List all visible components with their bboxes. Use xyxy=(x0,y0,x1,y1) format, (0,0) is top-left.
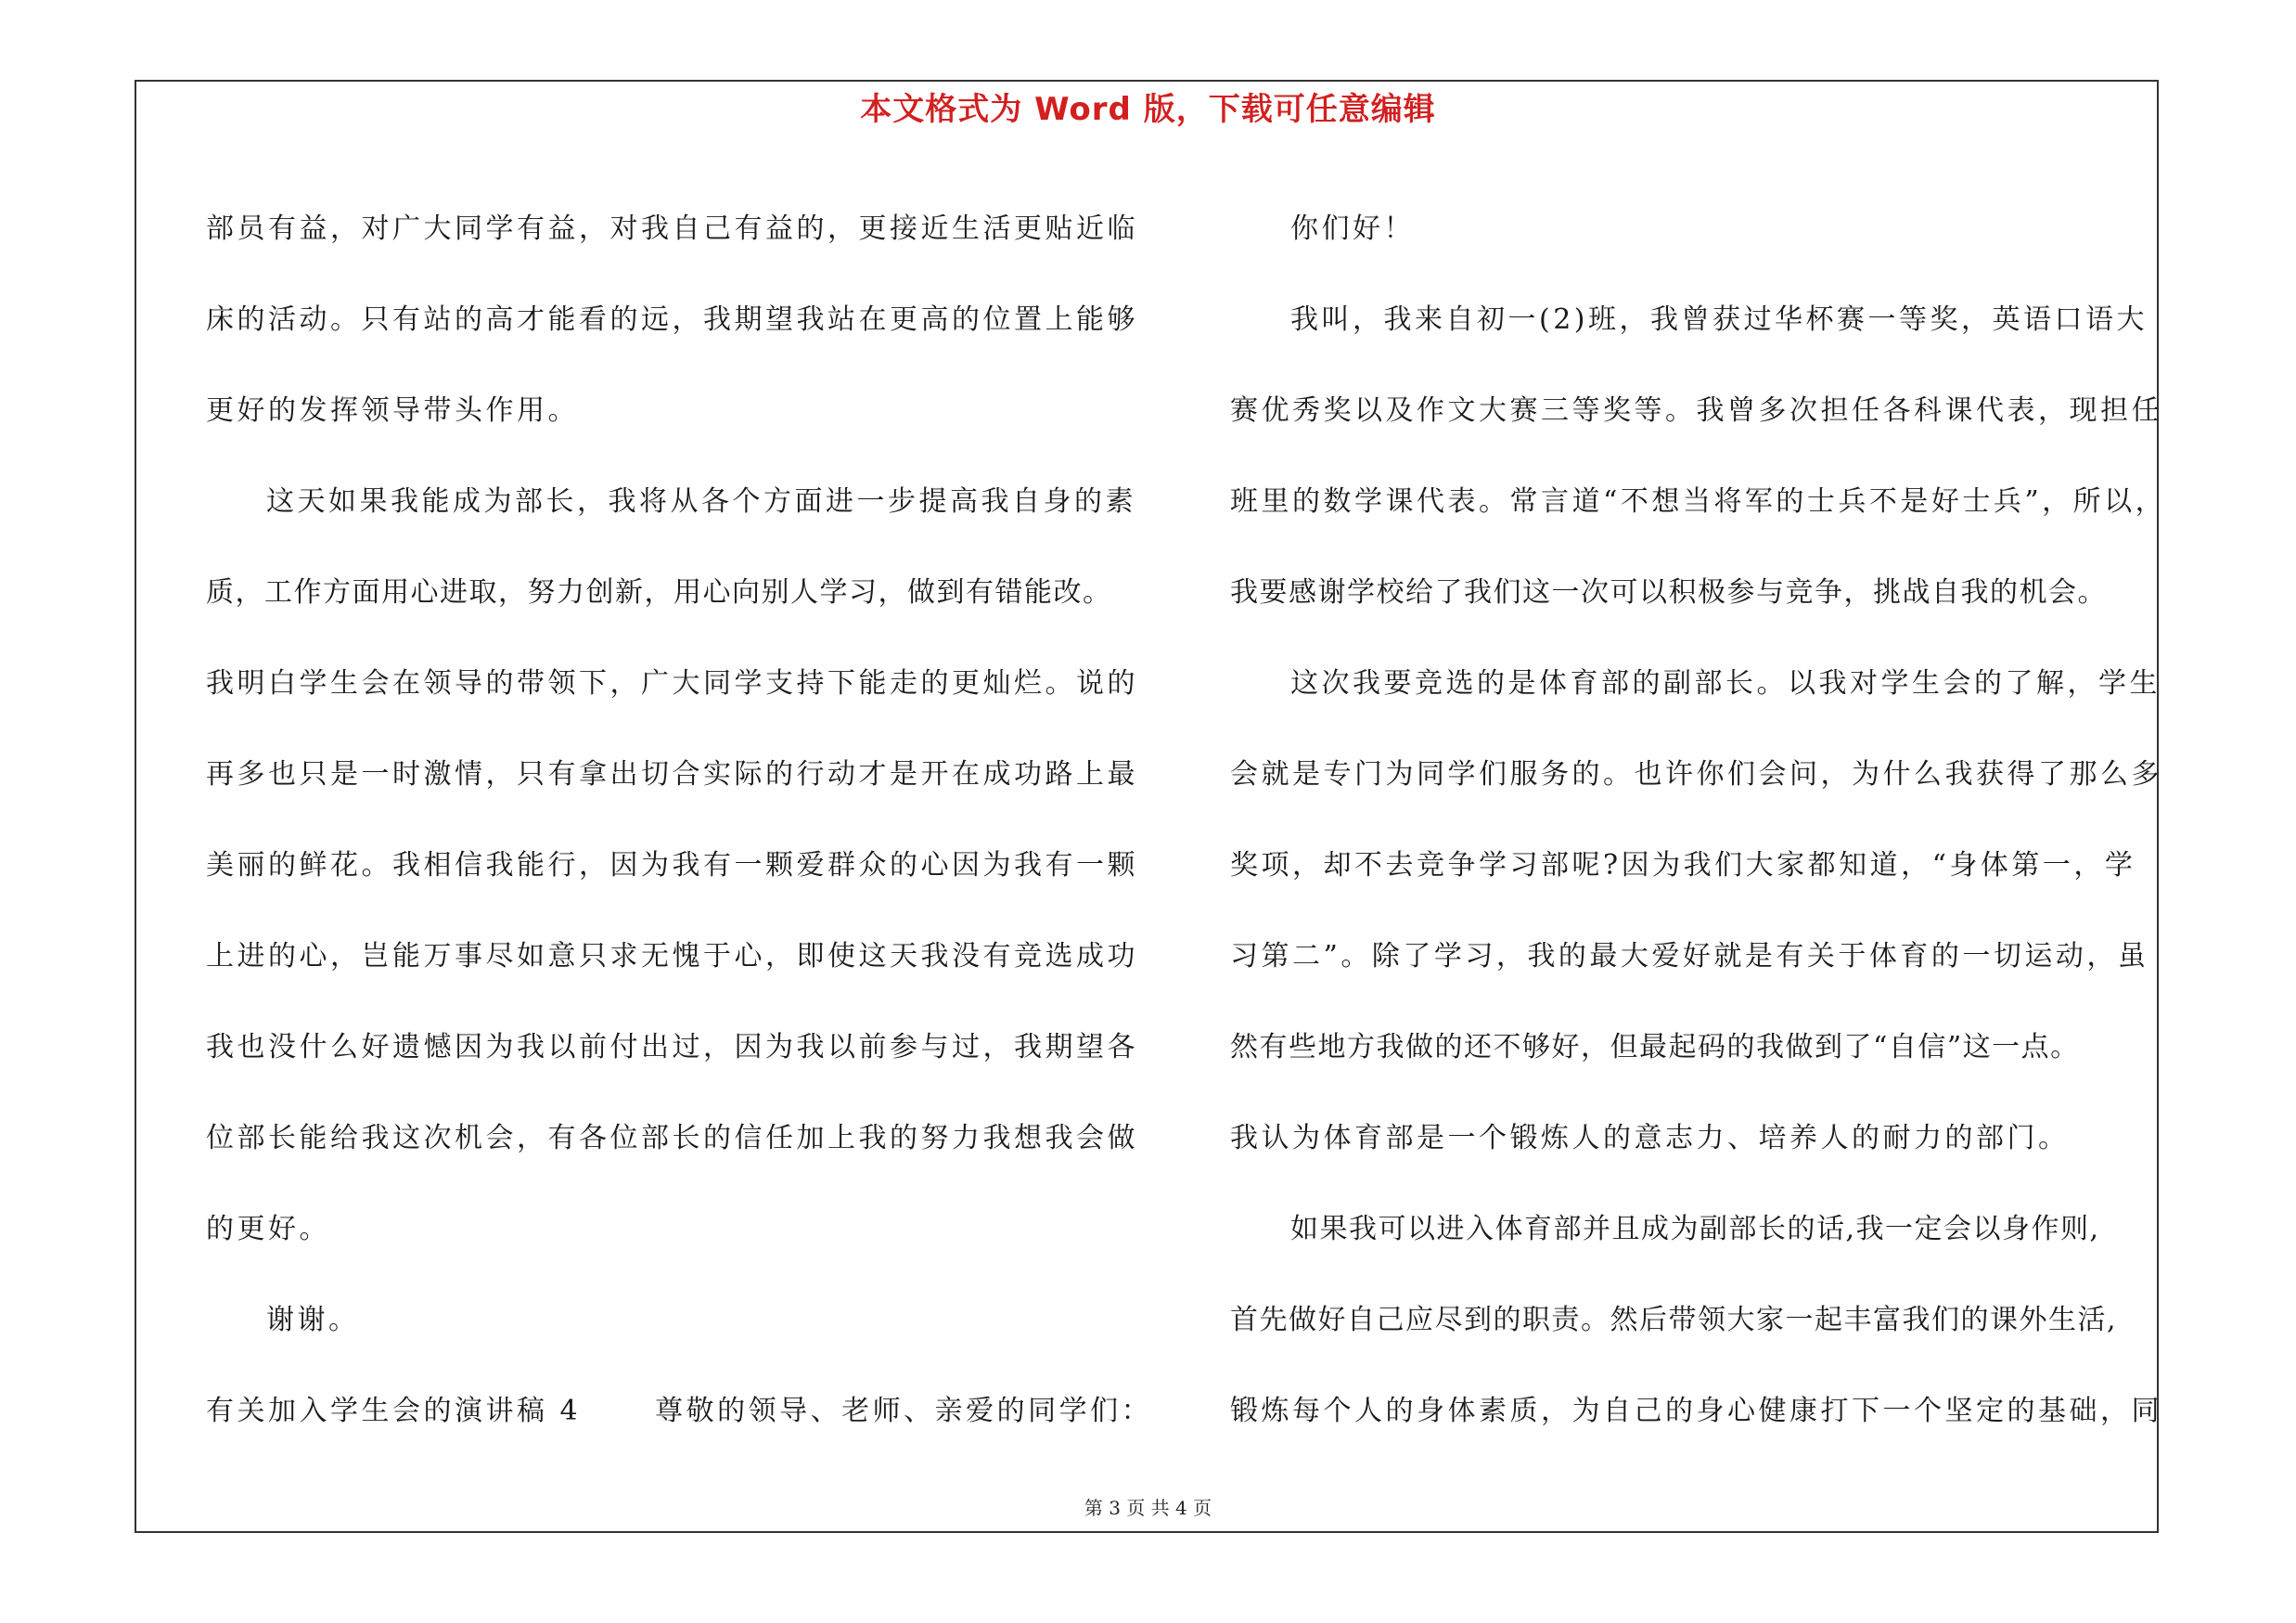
text-line: 锻炼每个人的身体素质，为自己的身心健康打下一个坚定的基础，同 xyxy=(1230,1395,2162,1427)
speech-heading: 有关加入学生会的演讲稿 4 xyxy=(206,1395,582,1427)
left-column xyxy=(206,184,1153,1457)
text-line: 的更好。 xyxy=(206,1213,330,1245)
text-line: 美丽的鲜花。我相信我能行，因为我有一颗爱群众的心因为我有一颗 xyxy=(206,849,1138,882)
text-line: 我也没什么好遗憾因为我以前付出过，因为我以前参与过，我期望各 xyxy=(206,1031,1138,1063)
text-line: 部员有益，对广大同学有益，对我自己有益的，更接近生活更贴近临 xyxy=(206,213,1138,245)
text-line: 然有些地方我做的还不够好，但最起码的我做到了“自信”这一点。 xyxy=(1230,1031,2080,1063)
section-heading-line xyxy=(206,1366,1153,1457)
text-line: 首先做好自己应尽到的职责。然后带领大家一起丰富我们的课外生活, xyxy=(1230,1304,2118,1336)
text-line: 我明白学生会在领导的带领下，广大同学支持下能走的更灿烂。说的 xyxy=(206,667,1138,700)
right-column xyxy=(1230,184,2169,1457)
text-line: 你们好！ xyxy=(1290,213,1415,245)
text-line: 习第二”。除了学习，我的最大爱好就是有关于体育的一切运动，虽 xyxy=(1230,940,2149,973)
text-line: 我要感谢学校给了我们这一次可以积极参与竞争，挑战自我的机会。 xyxy=(1230,576,2107,609)
text-line: 谢谢。 xyxy=(266,1304,360,1336)
header-banner: 本文格式为 Word 版，下载可任意编辑 xyxy=(860,91,1436,128)
text-line: 会就是专门为同学们服务的。也许你们会问，为什么我获得了那么多 xyxy=(1230,758,2162,791)
text-line: 位部长能给我这次机会，有各位部长的信任加上我的努力我想我会做 xyxy=(206,1122,1138,1154)
text-line: 这天如果我能成为部长，我将从各个方面进一步提高我自身的素 xyxy=(266,485,1136,518)
text-line: 奖项，却不去竞争学习部呢?因为我们大家都知道，“身体第一，学 xyxy=(1230,849,2136,882)
text-line: 质，工作方面用心进取，努力创新，用心向别人学习，做到有错能改。 xyxy=(206,576,1112,609)
text-line: 上进的心，岂能万事尽如意只求无愧于心，即使这天我没有竞选成功 xyxy=(206,940,1138,973)
page-footer: 第 3 页 共 4 页 xyxy=(1084,1497,1212,1519)
text-line: 我认为体育部是一个锻炼人的意志力、培养人的耐力的部门。 xyxy=(1230,1122,2070,1154)
text-line: 这次我要竞选的是体育部的副部长。以我对学生会的了解，学生 xyxy=(1290,667,2161,700)
text-line: 再多也只是一时激情，只有拿出切合实际的行动才是开在成功路上最 xyxy=(206,758,1138,791)
text-line: 如果我可以进入体育部并且成为副部长的话,我一定会以身作则, xyxy=(1290,1213,2100,1245)
text-line: 赛优秀奖以及作文大赛三等奖等。我曾多次担任各科课代表，现担任 xyxy=(1230,394,2162,427)
text-line: 床的活动。只有站的高才能看的远，我期望我站在更高的位置上能够 xyxy=(206,303,1138,336)
text-line: 我叫，我来自初一(2)班，我曾获过华杯赛一等奖，英语口语大 xyxy=(1290,303,2148,336)
text-line: 更好的发挥领导带头作用。 xyxy=(206,394,579,427)
speech-greeting: 尊敬的领导、老师、亲爱的同学们： xyxy=(655,1395,1153,1427)
text-line: 班里的数学课代表。常言道“不想当将军的士兵不是好士兵”，所以， xyxy=(1230,485,2167,518)
